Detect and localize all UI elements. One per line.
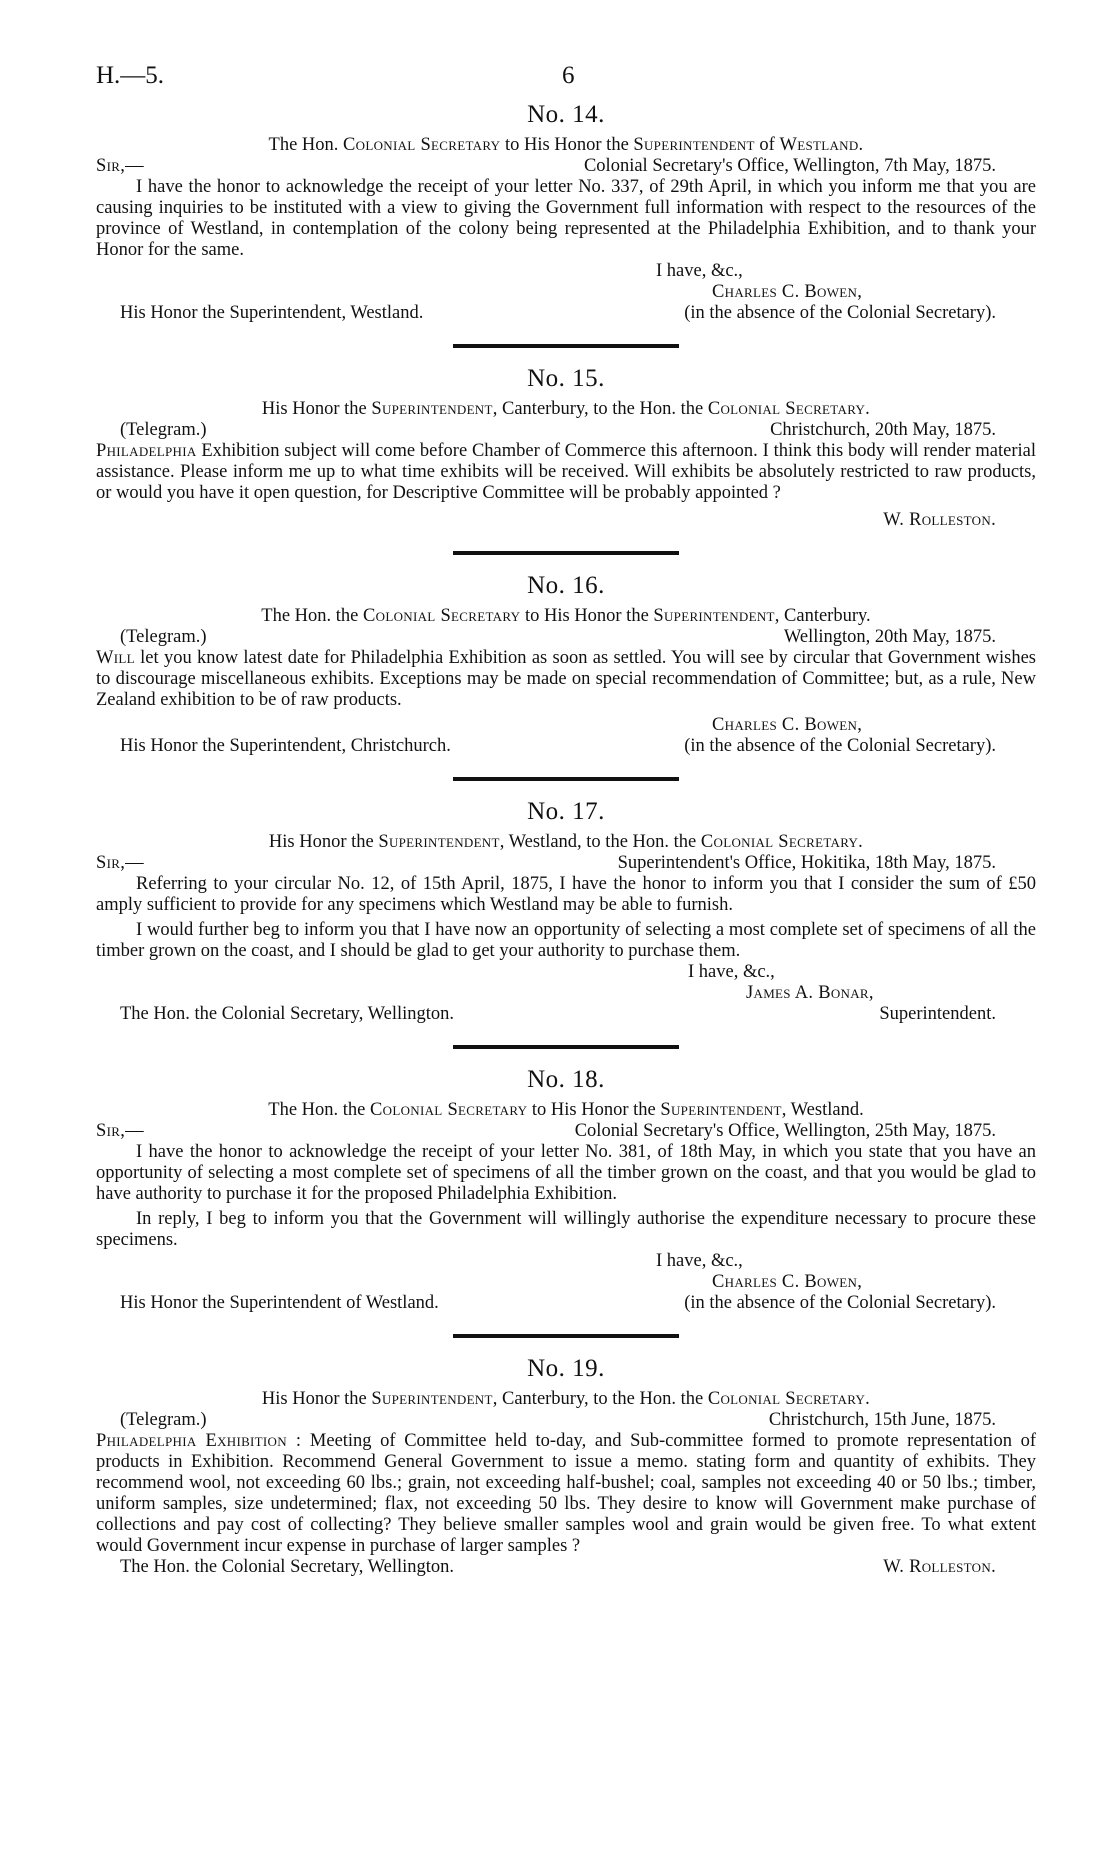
caption-text: The Hon.	[268, 135, 344, 155]
signer-name: W. Rolleston.	[883, 1557, 996, 1577]
caption-text: , Canterbury, to the Hon. the	[492, 399, 708, 419]
letter-body	[96, 441, 1036, 504]
section-divider	[453, 777, 679, 781]
telegram-label: (Telegram.)	[120, 627, 207, 647]
closing	[96, 261, 1036, 282]
absence-note: (in the absence of the Colonial Secretary).	[684, 1293, 996, 1313]
caption-sc: Colonial Secretary.	[707, 399, 871, 419]
letter-caption	[96, 1099, 1036, 1121]
body-lead: Philadelphia	[96, 441, 197, 461]
telegram-label: (Telegram.)	[120, 420, 207, 440]
addressee: The Hon. the Colonial Secretary, Wellington.	[120, 1004, 455, 1024]
signer-name: Charles C. Bowen,	[712, 282, 863, 302]
letter-17	[96, 797, 1036, 1025]
place-date: Christchurch, 15th June, 1875.	[768, 1410, 996, 1430]
address-line	[96, 736, 1036, 757]
address-line	[96, 303, 1036, 324]
closing-text: I have, &c.,	[656, 1251, 743, 1271]
caption-sc: Superintendent	[660, 1100, 782, 1120]
signature	[96, 510, 1036, 531]
closing	[96, 1251, 1036, 1272]
signer-name: W. Rolleston.	[883, 510, 996, 530]
letter-number: No. 18.	[527, 1066, 605, 1093]
caption-sc: Superintendent	[653, 606, 775, 626]
caption-text: His Honor the	[261, 399, 372, 419]
caption-sc: Westland.	[779, 135, 864, 155]
signature	[96, 282, 1036, 303]
letter-19	[96, 1354, 1036, 1578]
place-date: Christchurch, 20th May, 1875.	[770, 420, 996, 440]
closing-text: I have, &c.,	[656, 261, 743, 281]
letter-body	[96, 648, 1036, 711]
caption-text: of	[754, 135, 780, 155]
body-text: Exhibition subject will come before Chamber of Commerce this afternoon. I think this body will render material assistance. Please inform me up to what time exhibits will be received. Will exhibits be absolutely restricted to raw products, or would you have it open question, for Descriptive Committee will be probably appointed ?	[96, 441, 1036, 503]
caption-text: The Hon. the	[261, 606, 364, 626]
place-date: Colonial Secretary's Office, Wellington, 7th May, 1875.	[583, 156, 996, 176]
caption-text: to His Honor the	[527, 1100, 661, 1120]
address-line	[96, 1557, 1036, 1578]
salutation-line	[96, 1121, 1036, 1142]
caption-sc: Colonial Secretary	[343, 135, 501, 155]
caption-text: to His Honor the	[500, 135, 634, 155]
letter-paragraph-1: I have the honor to acknowledge the receipt of your letter No. 381, of 18th May, in which you state that you have an opportunity of selecting a most complete set of specimens of all the timber grown on the coast, and that you would be glad to have authority to purchase it for the proposed Philadelphia Exhibition.	[96, 1142, 1036, 1204]
place-date: Colonial Secretary's Office, Wellington, 25th May, 1875.	[574, 1121, 996, 1141]
closing-text: I have, &c.,	[688, 962, 775, 982]
section-divider	[453, 344, 679, 348]
section-divider	[453, 1045, 679, 1049]
caption-sc: Superintendent	[633, 135, 755, 155]
letter-body: I have the honor to acknowledge the receipt of your letter No. 337, of 29th April, in which you inform me that you are causing inquiries to be instituted with a view to giving the Government full information with respect to the resources of the province of Westland, in contemplation of the colony being represented at the Philadelphia Exhibition, and to thank your Honor for the same.	[96, 177, 1036, 260]
signature	[96, 1272, 1036, 1293]
section-divider	[453, 551, 679, 555]
letter-caption	[96, 398, 1036, 420]
address-line	[96, 1004, 1036, 1025]
telegram-line	[96, 420, 1036, 441]
salutation: Sir,—	[96, 156, 144, 176]
address-line	[96, 1293, 1036, 1314]
letter-number: No. 15.	[527, 365, 605, 392]
signer-name: James A. Bonar,	[746, 983, 874, 1003]
letter-number: No. 17.	[527, 798, 605, 825]
letter-caption	[96, 134, 1036, 156]
caption-text: , Canterbury, to the Hon. the	[492, 1389, 708, 1409]
caption-sc: Colonial Secretary.	[700, 832, 864, 852]
signature	[96, 715, 1036, 736]
letter-18	[96, 1065, 1036, 1314]
signer-name: Charles C. Bowen,	[712, 715, 863, 735]
caption-sc: Superintendent	[371, 399, 493, 419]
caption-sc: Colonial Secretary.	[707, 1389, 871, 1409]
caption-text: His Honor the	[261, 1389, 372, 1409]
addressee: His Honor the Superintendent, Westland.	[120, 303, 424, 323]
caption-text: The Hon. the	[268, 1100, 371, 1120]
body-text: let you know latest date for Philadelphia Exhibition as soon as settled. You will see by circular that Government wishes to discourage miscellaneous exhibits. Exceptions may be made on special recommendation of Committee; but, as a rule, New Zealand exhibition to be of raw products.	[96, 648, 1036, 710]
addressee: His Honor the Superintendent, Christchurch.	[120, 736, 451, 756]
letter-number: No. 14.	[527, 101, 605, 128]
body-text: Meeting of Committee held to-day, and Sub-committee formed to promote representation of products in Exhibition. Recommend General Government to issue a memo. stating form and quantity of exhibits. They recommend wool, not exceeding 60 lbs.; grain, not exceeding half-bushel; coal, samples not exceeding 40 or 50 lbs.; timber, uniform samples, size undetermined; flax, not exceeding 50 lbs. They desire to know will Government make purchase of collections and pay cost of collecting? They believe smaller samples wool and grain would be given free. To what extent would Government incur expense in purchase of larger samples ?	[96, 1431, 1036, 1556]
letter-number: No. 16.	[527, 572, 605, 599]
letter-caption	[96, 1388, 1036, 1410]
absence-note: (in the absence of the Colonial Secretary).	[684, 736, 996, 756]
letter-14	[96, 100, 1036, 324]
signature	[96, 983, 1036, 1004]
signer-title: Superintendent.	[879, 1004, 996, 1024]
letter-15	[96, 364, 1036, 531]
salutation-line	[96, 853, 1036, 874]
caption-sc: Superintendent	[378, 832, 500, 852]
closing	[96, 962, 1036, 983]
caption-text: to His Honor the	[520, 606, 654, 626]
place-date: Wellington, 20th May, 1875.	[783, 627, 996, 647]
page-number: 6	[562, 62, 575, 89]
caption-sc: Colonial Secretary	[363, 606, 521, 626]
caption-text: , Westland, to the Hon. the	[499, 832, 701, 852]
caption-text: , Westland.	[781, 1100, 864, 1120]
telegram-line	[96, 627, 1036, 648]
document-page	[96, 62, 1036, 1578]
letter-paragraph-2: In reply, I beg to inform you that the Government will willingly authorise the expenditure necessary to procure these specimens.	[96, 1209, 1036, 1250]
section-divider	[453, 1334, 679, 1338]
letter-body	[96, 1431, 1036, 1557]
caption-sc: Superintendent	[371, 1389, 493, 1409]
body-lead: Philadelphia Exhibition :	[96, 1431, 302, 1451]
addressee: His Honor the Superintendent of Westland.	[120, 1293, 439, 1313]
signer-name: Charles C. Bowen,	[712, 1272, 863, 1292]
absence-note: (in the absence of the Colonial Secretary).	[684, 303, 996, 323]
body-lead: Will	[96, 648, 135, 668]
telegram-line	[96, 1410, 1036, 1431]
caption-sc: Colonial Secretary	[370, 1100, 528, 1120]
letter-16	[96, 571, 1036, 757]
document-code: H.—5.	[96, 62, 165, 89]
salutation: Sir,—	[96, 1121, 144, 1141]
letter-caption	[96, 831, 1036, 853]
place-date: Superintendent's Office, Hokitika, 18th May, 1875.	[617, 853, 996, 873]
addressee: The Hon. the Colonial Secretary, Wellington.	[120, 1557, 455, 1577]
caption-text: His Honor the	[268, 832, 379, 852]
letter-number: No. 19.	[527, 1355, 605, 1382]
letter-paragraph-2: I would further beg to inform you that I have now an opportunity of selecting a most complete set of specimens of all the timber grown on the coast, and I should be glad to get your authority to purchase them.	[96, 920, 1036, 961]
salutation-line	[96, 156, 1036, 177]
letter-caption	[96, 605, 1036, 627]
salutation: Sir,—	[96, 853, 144, 873]
letter-paragraph-1: Referring to your circular No. 12, of 15th April, 1875, I have the honor to inform you that I consider the sum of £50 amply sufficient to provide for any specimens which Westland may be able to furnish.	[96, 874, 1036, 915]
page-header	[96, 62, 1036, 100]
caption-text: , Canterbury.	[774, 606, 871, 626]
telegram-label: (Telegram.)	[120, 1410, 207, 1430]
